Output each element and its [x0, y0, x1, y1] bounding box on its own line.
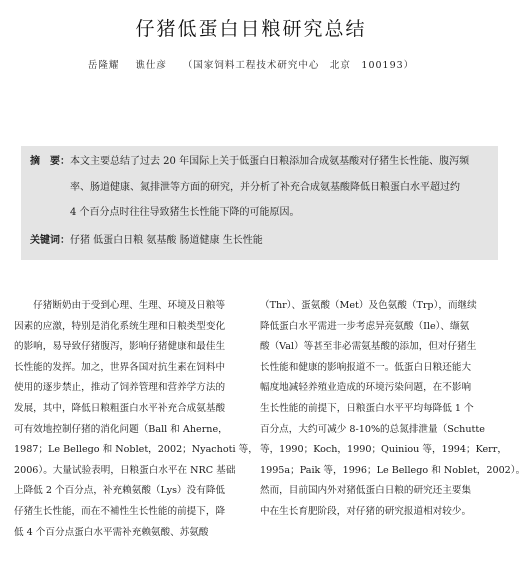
body-line: 上降低 2 个百分点，补充赖氨酸（Lys）没有降低 [14, 485, 226, 497]
body-line: 百分点，大约可减少 8-10%的总氮排泄量（Schutte [260, 423, 485, 435]
abstract-line: 率、肠道健康、氮排泄等方面的研究，并分析了补充合成氨基酸降低日粮蛋白水平超过约 [70, 182, 460, 193]
abstract-line: 4 个百分点时往往导致猪生长性能下降的可能原因。 [70, 207, 300, 218]
body-line: 然而，目前国内外对猪低蛋白日粮的研究还主要集 [260, 485, 472, 497]
body-line: 等，1990；Koch，1990；Quiniou 等，1994；Kerr， [260, 444, 507, 456]
body-line: 仔猪断奶由于受到心理、生理、环境及日粮等 [14, 300, 226, 311]
body-line: （Thr）、蛋氨酸（Met）及色氨酸（Trp），而继续 [260, 300, 477, 311]
body-line: 可有效地控制仔猪的消化问题（Ball 和 Aherne， [14, 423, 228, 435]
body-line: 酸（Val）等甚至非必需氨基酸的添加，但对仔猪生 [260, 341, 477, 353]
author-affiliation: （国家饲料工程技术研究中心 北京 100193） [182, 60, 415, 71]
author-name: 岳隆耀 [87, 60, 120, 71]
body-line: 的影响，易导致仔猪腹泻，影响仔猪健康和最佳生 [14, 341, 226, 353]
body-line: 降低蛋白水平需进一步考虑异亮氨酸（Ile）、缬氨 [260, 320, 470, 332]
keywords-line [30, 234, 263, 248]
body-column-left [14, 296, 258, 543]
body-line: 低 4 个百分点蛋白水平需补充赖氨酸、苏氨酸 [14, 526, 209, 538]
abstract-text: 本文主要总结了过去 20 年国际上关于低蛋白日粮添加合成氨基酸对仔猪生长性能、腹泻频 [70, 156, 470, 167]
body-line: 中在生长育肥阶段，对仔猪的研究报道相对较少。 [260, 505, 472, 517]
body-line: 长性能和健康的影响报道不一。低蛋白日粮还能大 [260, 361, 472, 373]
body-line: 长性能的发挥。加之，世界各国对抗生素在饲料中 [14, 361, 226, 373]
body-line: 因素的应激，特别是消化系统生理和日粮类型变化 [14, 320, 226, 332]
body-line: 使用的逐步禁止，推动了饲养管理和营养学方法的 [14, 382, 226, 394]
author-name: 谯仕彦 [135, 60, 167, 71]
body-line: 2006）。大量试验表明，日粮蛋白水平在 NRC 基础 [14, 464, 236, 476]
paper-title: 仔猪低蛋白日粮研究总结 [135, 18, 367, 40]
body-line: 仔猪生长性能，而在不補性生长性能的前提下，降 [14, 505, 226, 517]
abstract-line [30, 155, 469, 169]
keywords-text: 仔猪 低蛋白日粮 氨基酸 肠道健康 生长性能 [70, 235, 263, 246]
author-line [0, 57, 502, 71]
body-column-right [260, 296, 525, 523]
body-line: 1987；Le Bellego 和 Noblet，2002；Nyachoti 等， [14, 444, 258, 456]
body-line: 1995a；Paik 等，1996；Le Bellego 和 Noblet，2002）。 [260, 464, 525, 476]
keywords-label: 关键词： [30, 235, 70, 246]
body-line: 生长性能的前提下，日粮蛋白水平平均每降低 1 个 [260, 402, 474, 414]
body-line: 幅度地减轻养殖业造成的环境污染问题，在不影响 [260, 382, 472, 394]
body-line: 发展，其中，降低日粮粗蛋白水平补充合成氨基酸 [14, 402, 226, 414]
abstract-label: 摘 要： [30, 156, 70, 167]
